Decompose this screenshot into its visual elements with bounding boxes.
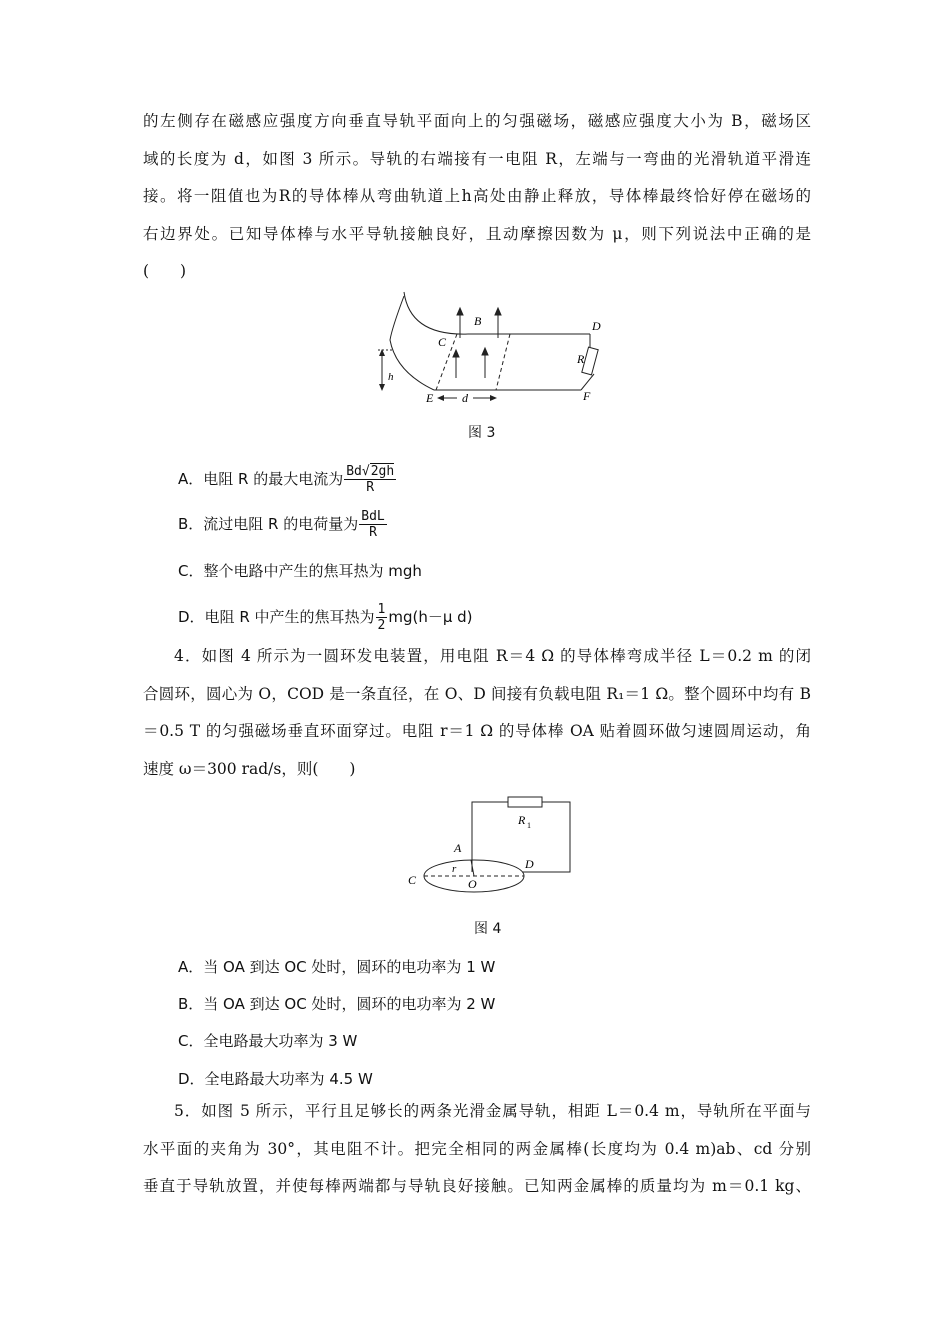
label-C: C bbox=[408, 873, 417, 887]
q4-paragraph bbox=[143, 638, 811, 788]
text-line: 5．如图 5 所示，平行且足够长的两条光滑金属导轨，相距 L＝0.4 m，导轨所在平面与 bbox=[174, 1102, 811, 1120]
label-r: r bbox=[452, 863, 457, 875]
label-R1: R bbox=[518, 813, 526, 827]
label-D: D bbox=[592, 319, 601, 333]
figure-3-diagram bbox=[370, 288, 620, 403]
label-D: D bbox=[525, 857, 534, 871]
q4-option-b: B．当 OA 到达 OC 处时，圆环的电功率为 2 W bbox=[178, 995, 496, 1013]
q3-paragraph bbox=[143, 103, 811, 291]
label-d: d bbox=[462, 391, 468, 403]
text-line: 4．如图 4 所示为一圆环发电装置，用电阻 R＝4 Ω 的导体棒弯成半径 L＝0.2 m 的闭 bbox=[174, 647, 811, 665]
figure-4-diagram bbox=[404, 796, 584, 896]
answer-blank: ( ) bbox=[143, 262, 187, 280]
text-line: 垂直于导轨放置，并使每棒两端都与导轨良好接触。已知两金属棒的质量均为 m＝0.1 kg、 bbox=[143, 1177, 811, 1195]
label-E: E bbox=[426, 391, 434, 403]
text-line: 合圆环，圆心为 O，COD 是一条直径，在 O、D 间接有负载电阻 R₁＝1 Ω。整个圆环中均有 B bbox=[143, 684, 811, 703]
q4-option-a: A．当 OA 到达 OC 处时，圆环的电功率为 1 W bbox=[178, 958, 496, 976]
label-h: h bbox=[388, 371, 394, 383]
label-F: F bbox=[583, 389, 591, 403]
figure-4-caption: 图 4 bbox=[474, 921, 502, 937]
text-line: 接。将一阻值也为R的导体棒从弯曲轨道上h高处由静止释放，导体棒最终恰好停在磁场的 bbox=[143, 187, 811, 205]
figure-3-caption: 图 3 bbox=[468, 425, 496, 441]
label-A: A bbox=[454, 841, 462, 855]
q3-option-d: D．电阻 R 中产生的焦耳热为 $\frac{1}{2}$ mg(h－μ d) bbox=[178, 602, 473, 633]
q4-option-d: D．全电路最大功率为 4.5 W bbox=[178, 1070, 373, 1088]
text-line: 右边界处。已知导体棒与水平导轨接触良好，且动摩擦因数为 μ，则下列说法中正确的是 bbox=[143, 224, 811, 243]
text-line: 的左侧存在磁感应强度方向垂直导轨平面向上的匀强磁场，磁感应强度大小为 B，磁场区 bbox=[143, 112, 811, 130]
text-line: 域的长度为 d，如图 3 所示。导轨的右端接有一电阻 R，左端与一弯曲的光滑轨道平滑连 bbox=[143, 149, 811, 168]
text-line: ＝0.5 T 的匀强磁场垂直环面穿过。电阻 r＝1 Ω 的导体棒 OA 贴着圆环做匀速圆周运动，角 bbox=[143, 722, 811, 740]
text-line: 水平面的夹角为 30°，其电阻不计。把完全相同的两金属棒(长度均为 0.4 m)ab、cd 分别 bbox=[143, 1139, 811, 1158]
label-R1-subscript: 1 bbox=[527, 821, 531, 830]
label-R: R bbox=[577, 352, 585, 366]
q3-option-a: A．电阻 R 的最大电流为 $\frac{Bd√2gh}{R}$ bbox=[178, 464, 395, 495]
q4-option-c: C．全电路最大功率为 3 W bbox=[178, 1032, 358, 1050]
label-O: O bbox=[468, 877, 477, 891]
q3-option-b: B．流过电阻 R 的电荷量为 $\frac{\text{BdL}}{R}$ bbox=[178, 509, 385, 540]
label-C: C bbox=[438, 335, 447, 349]
label-B: B bbox=[474, 314, 482, 328]
q5-paragraph bbox=[143, 1093, 811, 1206]
text-line: 速度 ω＝300 rad/s，则( ) bbox=[143, 759, 356, 778]
q3-option-c: C．整个电路中产生的焦耳热为 mgh bbox=[178, 562, 422, 580]
